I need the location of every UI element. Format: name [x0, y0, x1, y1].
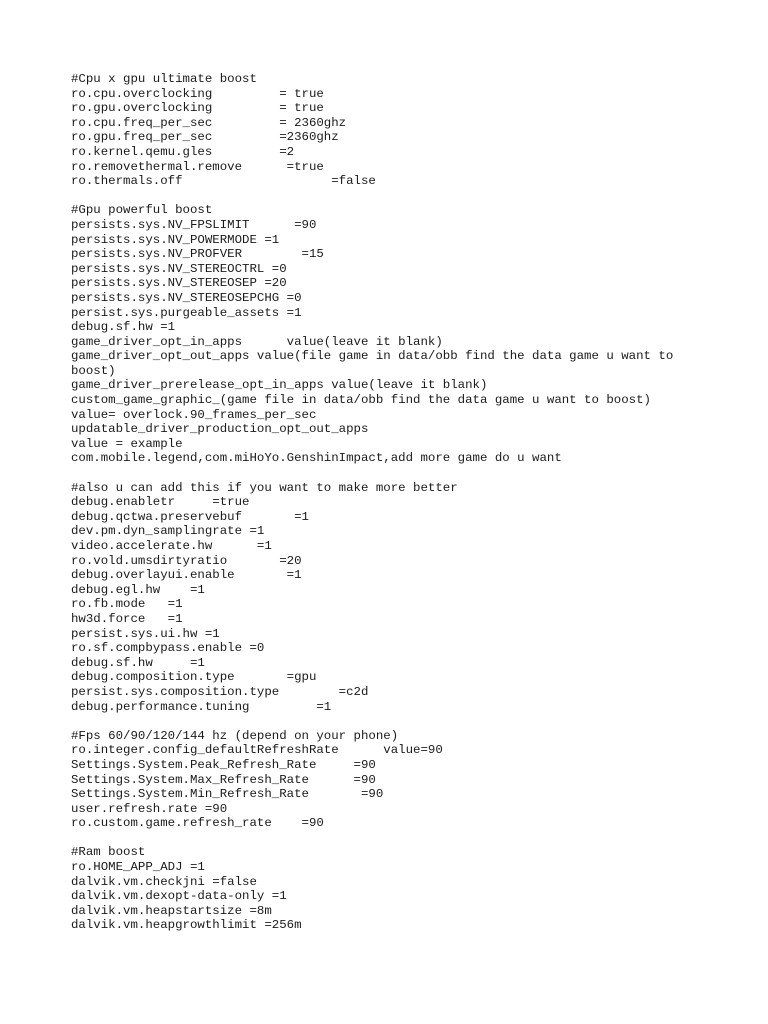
blank-line: [71, 831, 761, 846]
heading-cpu-gpu-boost: #Cpu x gpu ultimate boost: [71, 72, 257, 86]
text-line: persist.sys.composition.type =c2d: [71, 684, 369, 699]
text-line: ro.gpu.freq_per_sec =2360ghz: [71, 130, 339, 145]
heading-fps: #Fps 60/90/120/144 hz (depend on your phone): [71, 728, 399, 743]
text-line: game_driver_prerelease_opt_in_apps value(leave it blank): [71, 378, 488, 393]
text-line: ro.removethermal.remove =true: [71, 159, 324, 174]
text-line: persists.sys.NV_STEREOSEPCHG =0: [71, 290, 302, 305]
text-line: ro.sf.compbypass.enable =0: [71, 641, 265, 656]
blank-line: [71, 714, 761, 729]
text-line: debug.sf.hw =1: [71, 320, 176, 335]
text-line: ro.cpu.overclocking = true: [71, 86, 324, 101]
text-line: persist.sys.ui.hw =1: [71, 626, 220, 641]
text-line: debug.overlayui.enable =1: [71, 568, 302, 583]
text-line: game_driver_opt_out_apps value(file game in data/obb find the data game u want to: [71, 349, 674, 364]
text-line: updatable_driver_production_opt_out_apps: [71, 422, 369, 437]
text-line: ro.thermals.off =false: [71, 174, 376, 189]
heading-ram-boost: #Ram boost: [71, 845, 146, 860]
text-line: ro.gpu.overclocking = true: [71, 101, 324, 116]
text-line: ro.kernel.qemu.gles =2: [71, 144, 295, 159]
text-line: debug.qctwa.preservebuf =1: [71, 509, 309, 524]
text-line: persists.sys.NV_STEREOCTRL =0: [71, 261, 287, 276]
blank-line: [71, 189, 761, 204]
text-line: Settings.System.Peak_Refresh_Rate =90: [71, 757, 376, 772]
text-line: debug.enabletr =true: [71, 495, 250, 510]
heading-gpu-powerful-boost: #Gpu powerful boost: [71, 203, 213, 218]
text-line: persists.sys.NV_PROFVER =15: [71, 247, 324, 262]
text-line: ro.integer.config_defaultRefreshRate value=90: [71, 743, 443, 758]
heading-also-add: #also u can add this if you want to make more better: [71, 480, 458, 495]
text-line: ro.fb.mode =1: [71, 597, 183, 612]
text-line: dev.pm.dyn_samplingrate =1: [71, 524, 265, 539]
text-line: debug.sf.hw =1: [71, 655, 205, 670]
text-line: value= overlock.90_frames_per_sec: [71, 407, 317, 422]
text-line: dalvik.vm.heapgrowthlimit =256m: [71, 918, 302, 933]
text-line: hw3d.force =1: [71, 611, 183, 626]
text-line: ro.HOME_APP_ADJ =1: [71, 860, 205, 875]
text-line: dalvik.vm.heapstartsize =8m: [71, 903, 272, 918]
text-line: ro.cpu.freq_per_sec = 2360ghz: [71, 115, 347, 130]
text-line: persists.sys.NV_STEREOSEP =20: [71, 276, 287, 291]
text-line: value = example: [71, 436, 183, 451]
text-line: persists.sys.NV_FPSLIMIT =90: [71, 217, 317, 232]
text-line: video.accelerate.hw =1: [71, 539, 272, 553]
text-line: debug.composition.type =gpu: [71, 670, 317, 685]
text-line: debug.performance.tuning =1: [71, 699, 332, 714]
text-line: dalvik.vm.dexopt-data-only =1: [71, 889, 287, 904]
text-line: boost): [71, 363, 116, 378]
text-line: persists.sys.NV_POWERMODE =1: [71, 232, 280, 247]
text-line: Settings.System.Min_Refresh_Rate =90: [71, 787, 384, 802]
text-line: user.refresh.rate =90: [71, 801, 228, 816]
text-line: dalvik.vm.checkjni =false: [71, 874, 257, 889]
text-line: ro.custom.game.refresh_rate =90: [71, 816, 324, 831]
blank-line: [71, 466, 761, 481]
document-body: [71, 72, 761, 933]
text-line: persist.sys.purgeable_assets =1: [71, 305, 302, 320]
text-line: debug.egl.hw =1: [71, 582, 205, 597]
text-line: game_driver_opt_in_apps value(leave it blank): [71, 334, 443, 349]
text-line: ro.vold.umsdirtyratio =20: [71, 553, 302, 568]
text-line: custom_game_graphic_(game file in data/obb find the data game u want to boost): [71, 393, 651, 408]
text-line: com.mobile.legend,com.miHoYo.GenshinImpact,add more game do u want: [71, 451, 562, 466]
text-line: Settings.System.Max_Refresh_Rate =90: [71, 772, 376, 787]
